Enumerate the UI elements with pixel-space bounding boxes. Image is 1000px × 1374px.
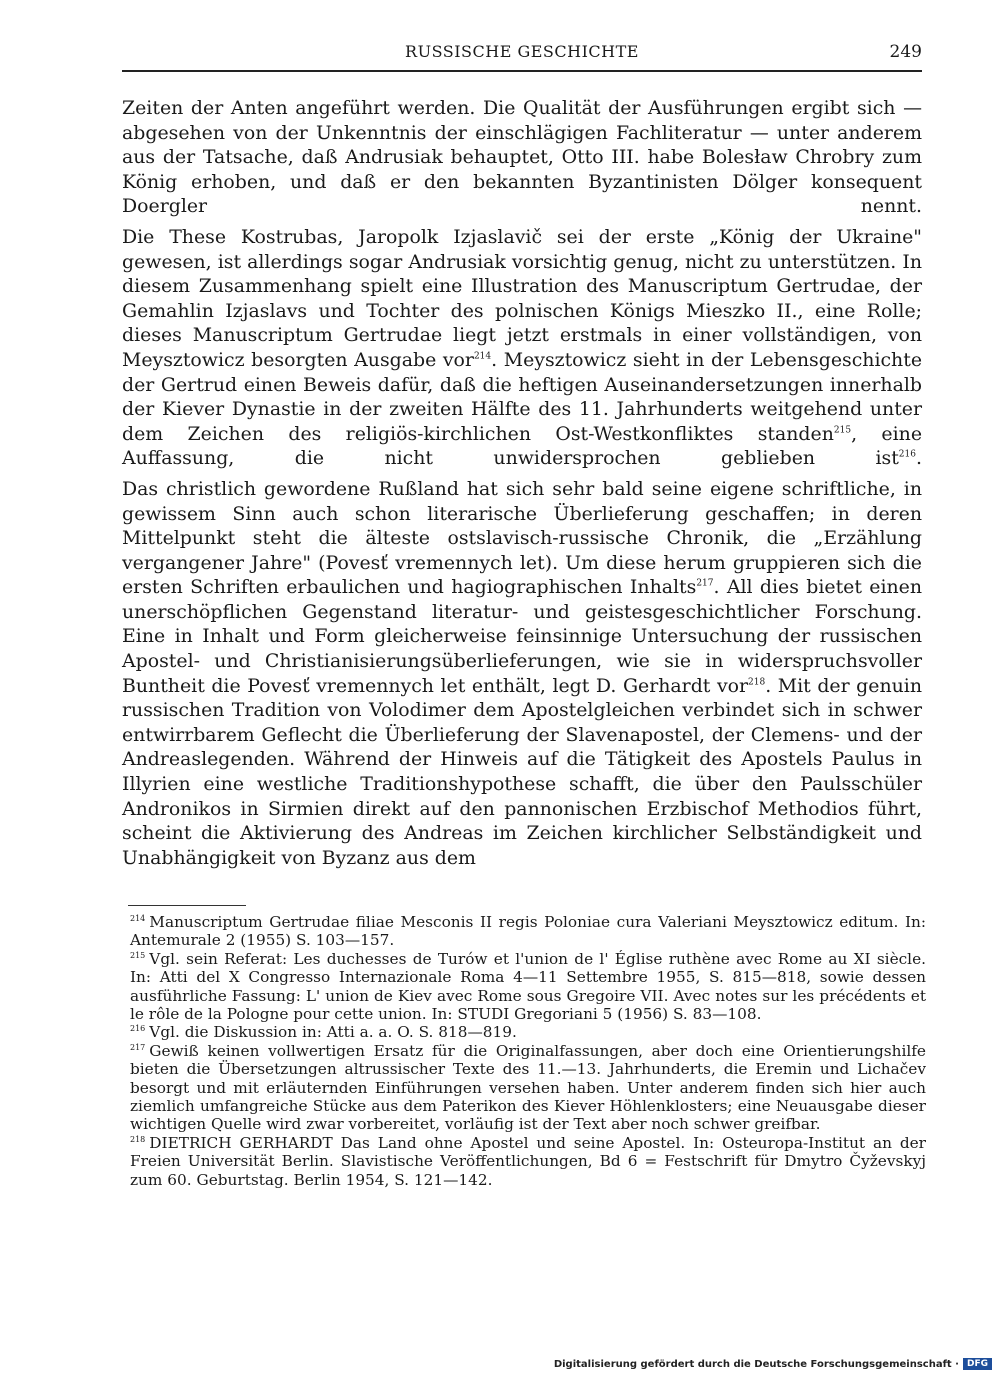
footnote-number: 218 (130, 1134, 146, 1144)
footnote-ref-214[interactable]: 214 (473, 351, 492, 362)
paragraph-text: Die These Kostrubas, Jaropolk Izjaslavič sei der erste „König der Ukraine" gewesen, ist allerdings sogar Andrusiak vorsichtig genug, nicht zu unterstützen. In diesem Zusammenhang spielt eine Illustration des Manuscriptum Gertrudae, der Gemahlin Izjaslavs und Tochter des polnischen Königs Mieszko II., eine Rolle; dieses Manuscriptum Gertrudae liegt jetzt erstmals in einer vollständigen, von Meysztowicz besorgten Ausgabe vor (122, 225, 922, 371)
footnote-number: 215 (130, 950, 146, 960)
credit-text: Digitalisierung gefördert durch die Deutsche Forschungsgemeinschaft · (553, 1358, 959, 1370)
dfg-logo: DFG (963, 1358, 992, 1370)
digitization-credit (554, 1358, 992, 1370)
footnote-216 (130, 1023, 926, 1041)
paragraph-3 (122, 477, 922, 871)
paragraph-text: . (915, 447, 922, 470)
footnote-218 (130, 1134, 926, 1189)
paragraph-text: Zeiten der Anten angeführt werden. Die Qualität der Ausführungen ergibt sich — abgesehen von der Unkenntnis der einschlägigen Fachliteratur — unter anderem aus der Tatsache, daß Andrusiak behauptet, Otto III. habe Bolesław Chrobry zum König erhoben, und daß er den bekannten Byzantinisten Dölger konsequent Doergler nennt. (122, 97, 922, 218)
footnote-number: 216 (130, 1024, 146, 1034)
paragraph-1 (122, 96, 922, 219)
footnote-text: Vgl. sein Referat: Les duchesses de Turów et l'union de l' Église ruthène avec Rome au XI siècle. In: Atti del X Congresso Internazionale Roma 4—11 Settembre 1955, S. 815—818, sowie dessen ausführliche Fassung: L' union de Kiev avec Rome sous Gregoire VII. Avec notes sur les précédents et le rôle de la Pologne pour cette union. In: STUDI Gregoriani 5 (1956) S. 83—108. (130, 949, 926, 1024)
footnote-text: Vgl. die Diskussion in: Atti a. a. O. S. 818—819. (149, 1023, 517, 1042)
footnotes (130, 913, 926, 1189)
footnote-ref-218[interactable]: 218 (748, 677, 766, 688)
footnote-ref-217[interactable]: 217 (696, 578, 714, 589)
paragraph-text: Das christlich gewordene Rußland hat sich sehr bald seine eigene schriftliche, in gewissem Sinn auch schon literarische Überlieferung geschaffen; in deren Mittelpunkt steht die älteste ostslavisch-russische Chronik, die „Erzählung vergangener Jahre" (Povesť vremennych let). Um diese herum gruppieren sich die ersten Schriften erbaulichen und hagiographischen Inhalts (122, 477, 922, 599)
footnote-215 (130, 950, 926, 1024)
running-title: RUSSISCHE GESCHICHTE (405, 42, 639, 61)
footnote-text: Gewiß keinen vollwertigen Ersatz für die Originalfassungen, aber doch eine Orientierungshilfe bieten die Übersetzungen altrussischer Texte des 11.—13. Jahrhunderts, die Eremin und Lichačev besorgt und mit erläuternden Einführungen versehen haben. Unter anderem finden sich hier auch ziemlich umfangreiche Stücke aus dem Paterikon des Kiever Höhlenklosters; eine Neuausgabe dieser wichtigen Quelle wird zwar vorbereitet, vorläufig ist der Text aber noch schwer greifbar. (130, 1041, 926, 1134)
footnote-ref-216[interactable]: 216 (898, 450, 916, 461)
running-header (122, 40, 922, 72)
paragraph-text: . All dies bietet einen unerschöpflichen Gegenstand literatur- und geistesgeschichtlicher Forschung. Eine in Inhalt und Form gleicherweise feinsinnige Untersuchung der russischen Apostel- und Christianisierungsüberlieferungen, wie sie in widerspruchsvoller Buntheit die Povesť vremennych let enthält, legt D. Gerhardt vor (122, 576, 922, 697)
main-text (122, 96, 922, 876)
footnote-214 (130, 913, 926, 950)
paragraph-text: . Mit der genuin russischen Tradition von Volodimer dem Apostelgleichen verbindet sich in schwer entwirrbarem Geflecht die Überlieferung der Slavenapostel, der Clemens- und der Andreaslegenden. Während der Hinweis auf die Tätigkeit des Apostels Paulus in Illyrien eine westliche Traditionshypothese schafft, die über den Paulsschüler Andronikos in Sirmien direkt auf den pannonischen Erzbischof Methodios führt, scheint die Aktivierung des Andreas im Zeichen kirchlicher Selbständigkeit und Unabhängigkeit von Byzanz aus dem (122, 674, 922, 869)
footnote-text: Manuscriptum Gertrudae filiae Mesconis II regis Poloniae cura Valeriani Meysztowicz editum. In: Antemurale 2 (1955) S. 103—157. (130, 913, 926, 950)
footnote-ref-215[interactable]: 215 (833, 425, 852, 436)
paragraph-2 (122, 225, 922, 471)
page-number: 249 (889, 42, 922, 62)
footnote-number: 214 (130, 913, 146, 923)
paragraph-text: . Meysztowicz sieht in der Lebensgeschichte der Gertrud einen Beweis dafür, daß die heftigen Auseinandersetzungen innerhalb der Kiever Dynastie in der zweiten Hälfte des 11. Jahrhunderts weitgehend unter dem Zeichen des religiös-kirchlichen Ost-Westkonfliktes standen (122, 348, 922, 445)
footnote-rule (128, 905, 246, 906)
footnote-217 (130, 1042, 926, 1134)
footnote-text: DIETRICH GERHARDT Das Land ohne Apostel und seine Apostel. In: Osteuropa-Institut an der Freien Universität Berlin. Slavistische Veröffentlichungen, Bd 6 = Festschrift für Dmytro Čyževskyj zum 60. Geburtstag. Berlin 1954, S. 121—142. (130, 1133, 926, 1189)
paragraph-text: , eine Auffassung, die nicht unwidersprochen geblieben ist (122, 422, 922, 470)
footnote-number: 217 (130, 1042, 146, 1052)
